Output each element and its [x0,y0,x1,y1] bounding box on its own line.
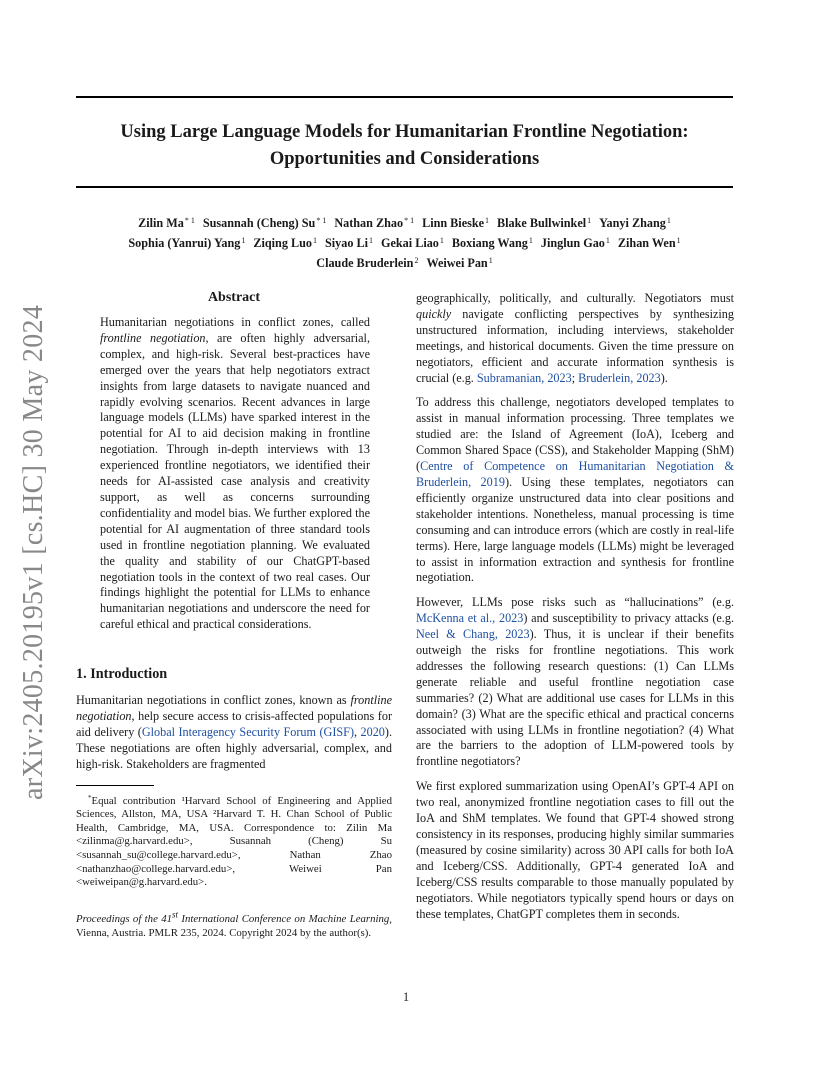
citation-link[interactable]: Bruderlein, 2023 [578,370,661,385]
paragraph-risks: However, LLMs pose risks such as “hallucinations” (e.g. McKenna et al., 2023) and susceptibility to privacy attacks (e.g. Neel & Chang, 2023). Thus, it is unclear if their benefits outweigh the risks for frontline negotiations. This work addresses the following research questions: (1) Can LLMs generate reliable and useful frontline negotiation case summaries? (2) What are additional use cases for LLMs in this domain? (3) What are the specific ethical and practical concerns associated with using LLMs in frontline negotiation? (4) What are the barriers to the adoption of LLM-powered tools by frontline negotiators? [416,595,734,769]
page-number: 1 [402,990,410,1004]
author-name: Blake Bullwinkel$^1$ [497,216,592,230]
footnote-rule [76,785,154,786]
citation-link[interactable]: Neel & Chang, 2023 [416,627,530,642]
author-name: Gekai Liao$^1$ [381,236,444,250]
intro-paragraph: Humanitarian negotiations in conflict zones, known as frontline negotiation, help secure access to crisis-affected populations for aid delivery (Global Interagency Security Forum (GISF), 2020). These negotiations are often highly adversarial, complex, and high-risk. Stakeholders are fragmented [76,693,392,771]
title-line-2: Opportunities and Considerations [269,149,540,169]
citation-year-link[interactable]: 2020 [360,724,385,739]
author-list [76,212,733,272]
author-name: Yanyi Zhang$^1$ [599,216,671,230]
citation-link[interactable]: Subramanian, 2023 [476,370,572,385]
arxiv-identifier[interactable]: arXiv:2405.20195v1 [cs.HC] 30 May 2024 [18,304,49,800]
author-name: Boxiang Wang$^1$ [451,236,533,250]
author-name: Ziqing Luo$^1$ [253,236,317,250]
author-name: Linn Bieske$^1$ [422,216,490,230]
author-name: Zilin Ma$^{* 1}$ [138,216,195,230]
abstract-text: Humanitarian negotiations in conflict zones, called frontline negotiation, are often highly adversarial, complex, and high-risk. Several best-practices have emerged over the years that help negotiators extract insights from large datasets to navigate nuanced and rapidly evolving scenarios. Recent advances in large language models (LLMs) have sparked interest in the potential for AI to aid decision making in frontline negotiation. Through in-depth interviews with 13 experienced frontline negotiators, we identified their needs for AI-assisted case analysis and creativity support, as well as concerns surrounding confidentiality and model bias. We further explored the potential for AI augmentation of three standard tools used in frontline negotiation planning. We evaluated the quality and stability of our ChatGPT-based negotiation tools in the context of two real cases. Our findings highlight the potential for LLMs to enhance humanitarian negotiations and underscore the need for careful ethical and practical considerations. [100,315,370,632]
author-name: Weiwei Pan$^1$ [426,256,493,270]
authors-line-1 [76,212,733,232]
abstract-heading: Abstract [207,290,261,305]
bottom-rule [76,186,733,188]
author-name: Claude Bruderlein$^2$ [316,256,419,270]
right-column [416,291,734,931]
authors-line-2 [76,232,733,252]
top-rule [76,96,733,98]
paragraph-findings: We first explored summarization using OpenAI’s GPT-4 API on two real, anonymized frontline negotiation cases to fill out the IoA and ShM templates. We found that GPT-4 showed strong consistency in its responses, producing highly similar summaries (measured by cosine similarity) across 30 API calls for both IoA and Iceberg/CSS. Additionally, GPT-4 generated IoA and Iceberg/CSS results comparable to those manually populated by negotiators. While negotiators typically spend hours or days on these templates, ChatGPT completes them in seconds. [416,779,734,921]
title-line-1: Using Large Language Models for Humanitarian Frontline Negotiation: [120,122,689,142]
authors-line-3 [76,252,733,272]
citation-link[interactable]: Global Interagency Security Forum (GISF) [141,724,354,739]
author-name: Sophia (Yanrui) Yang$^1$ [128,236,246,250]
section-heading-introduction: 1. Introduction [76,666,168,683]
citation-link[interactable]: McKenna et al., 2023 [416,611,524,626]
author-name: Jinglun Gao$^1$ [540,236,610,250]
left-column [76,290,392,941]
paper-title [76,119,733,173]
author-name: Siyao Li$^1$ [324,236,373,250]
affiliation-footnote: *Equal contribution ¹Harvard School of Engineering and Applied Sciences, Allston, MA, USA ²Harvard T. H. Chan School of Public Health, Cambridge, MA, USA. Correspondence to: Zilin Ma <zilinma@g.harvard.edu>, Susannah (Cheng) Su <susannah_su@college.harvard.edu>, Nathan Zhao <nathanzhao@college.harvard.edu>, Weiwei Pan <weiweipan@g.harvard.edu>. [76,793,392,889]
citation-link[interactable]: Centre of Competence on Humanitarian Negotiation & Bruderlein, 2019 [416,459,734,489]
paragraph-context: geographically, politically, and culturally. Negotiators must quickly navigate conflicting perspectives by synthesizing unstructured information, including interviews, stakeholder meetings, and historical documents. Given the time pressure on negotiators, efficient and accurate information synthesis is crucial (e.g. Subramanian, 2023; Bruderlein, 2023). [416,291,734,385]
author-name: Nathan Zhao$^{* 1}$ [334,216,415,230]
author-name: Susannah (Cheng) Su$^{* 1}$ [202,216,327,230]
proceedings-note: Proceedings of the 41st International Conference on Machine Learning, Vienna, Austria. PMLR 235, 2024. Copyright 2024 by the author(s). [76,909,392,939]
paragraph-templates: To address this challenge, negotiators developed templates to assist in manual information processing. Three templates we studied are: the Island of Agreement (IoA), Iceberg and Common Shared Space (CSS), and Stakeholder Mapping (ShM) (Centre of Competence on Humanitarian Negotiation & Bruderlein, 2019). Using these templates, negotiators can efficiently organize unstructured data into clear positions and stakeholder intentions. Nonetheless, manual processing is time consuming and can introduce errors (which are costly in real-life terms). Here, large language models (LLMs) might be leveraged to assist in information extraction and synthesis for frontline negotiation. [416,395,734,585]
author-name: Zihan Wen$^1$ [617,236,681,250]
